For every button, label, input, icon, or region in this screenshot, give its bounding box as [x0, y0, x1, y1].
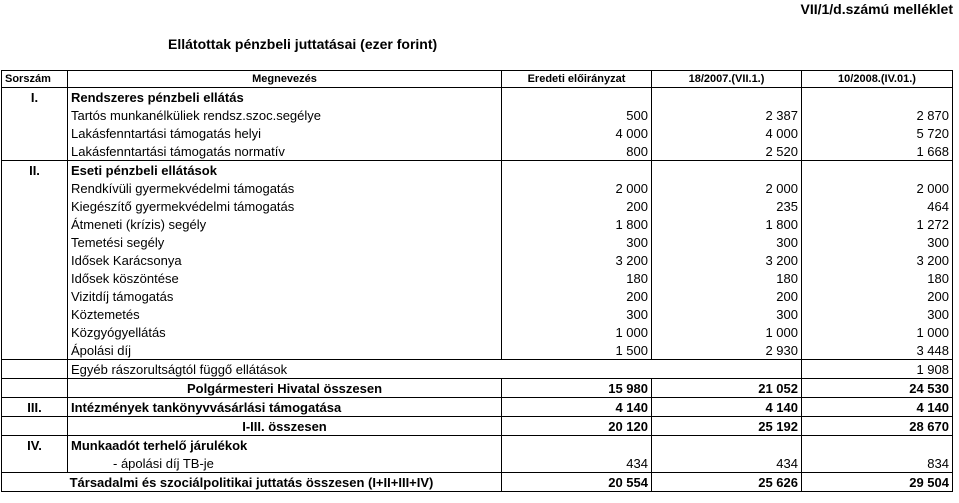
value-mod-2008: [802, 436, 953, 455]
value-original: 1 800: [502, 215, 652, 233]
row-name: [68, 287, 502, 305]
value-mod-2007: [652, 88, 802, 107]
row-name: [68, 251, 502, 269]
value-mod-2007: 2 520: [652, 142, 802, 161]
row-name-text: Idősek Karácsonya: [71, 252, 182, 268]
table-row: [2, 269, 953, 287]
table-row: [2, 179, 953, 197]
table-row: [2, 197, 953, 215]
row-number: [2, 124, 68, 142]
row-name: [68, 269, 502, 287]
value-original: [502, 360, 652, 379]
table-row: [2, 454, 953, 473]
table-row: [2, 161, 953, 180]
value-mod-2008: 200: [802, 287, 953, 305]
table-row: [2, 323, 953, 341]
col-header-mod-2007: 18/2007.(VII.1.): [652, 71, 802, 88]
value-mod-2007: 21 052: [652, 379, 802, 398]
value-original: [502, 88, 652, 107]
value-mod-2007: 4 000: [652, 124, 802, 142]
row-name-text: Közgyógyellátás: [71, 324, 166, 340]
table-row: [2, 215, 953, 233]
row-name-text: Intézmények tankönyvvásárlási támogatása: [71, 399, 342, 415]
row-name-text: Ápolási díj: [71, 342, 131, 358]
value-original: 4 000: [502, 124, 652, 142]
table-row: [2, 88, 953, 107]
row-name: [68, 88, 502, 107]
row-name: [68, 197, 502, 215]
row-name: [68, 215, 502, 233]
row-name-text: Kiegészítő gyermekvédelmi támogatás: [71, 198, 295, 214]
row-number: [2, 251, 68, 269]
value-mod-2008: 29 504: [802, 473, 953, 492]
row-name-text: Vizitdíj támogatás: [71, 288, 174, 304]
value-mod-2008: 300: [802, 233, 953, 251]
table-row: [2, 287, 953, 305]
value-mod-2008: 2 870: [802, 106, 953, 124]
row-name-text: Lakásfenntartási támogatás normatív: [71, 143, 285, 159]
value-mod-2007: 180: [652, 269, 802, 287]
value-mod-2008: 3 200: [802, 251, 953, 269]
table-row: [2, 124, 953, 142]
row-name-text: Rendkívüli gyermekvédelmi támogatás: [71, 180, 295, 196]
table-header-row: [2, 71, 953, 88]
row-name: [2, 473, 502, 492]
table-row: [2, 106, 953, 124]
value-mod-2008: 464: [802, 197, 953, 215]
value-mod-2007: 235: [652, 197, 802, 215]
col-header-mod-2008: 10/2008.(IV.01.): [802, 71, 953, 88]
value-mod-2007: 25 626: [652, 473, 802, 492]
row-name-text: Tartós munkanélküliek rendsz.szoc.segélye: [71, 107, 322, 123]
value-mod-2007: [652, 436, 802, 455]
row-name: [68, 454, 502, 473]
value-mod-2008: [802, 88, 953, 107]
table-row: [2, 473, 953, 492]
row-number: II.: [2, 161, 68, 180]
value-mod-2007: 2 930: [652, 341, 802, 360]
row-number: [2, 233, 68, 251]
row-number: [2, 287, 68, 305]
value-original: 2 000: [502, 179, 652, 197]
row-name: [68, 142, 502, 161]
table-row: [2, 305, 953, 323]
row-name: [68, 398, 502, 417]
value-original: [502, 161, 652, 180]
value-original: 20 554: [502, 473, 652, 492]
value-mod-2008: 4 140: [802, 398, 953, 417]
value-mod-2007: 2 387: [652, 106, 802, 124]
value-mod-2008: 1 000: [802, 323, 953, 341]
value-original: 4 140: [502, 398, 652, 417]
value-original: 1 500: [502, 341, 652, 360]
value-mod-2008: [802, 161, 953, 180]
row-name: [68, 233, 502, 251]
row-number: [2, 179, 68, 197]
row-name-text: - ápolási díj TB-je: [113, 455, 214, 471]
value-mod-2007: 434: [652, 454, 802, 473]
row-name-text: I-III. összesen: [242, 418, 327, 434]
row-name: [68, 161, 502, 180]
value-original: 1 000: [502, 323, 652, 341]
value-original: 200: [502, 287, 652, 305]
table-row: [2, 142, 953, 161]
value-mod-2008: 3 448: [802, 341, 953, 360]
value-mod-2008: 300: [802, 305, 953, 323]
row-name: [68, 124, 502, 142]
row-number: [2, 305, 68, 323]
value-mod-2007: 300: [652, 305, 802, 323]
row-name: [68, 305, 502, 323]
row-number: [2, 197, 68, 215]
value-mod-2008: 28 670: [802, 417, 953, 436]
row-name-text: Társadalmi és szociálpolitikai juttatás összesen (I+II+III+IV): [69, 474, 434, 490]
value-mod-2007: [652, 360, 802, 379]
row-name: [68, 360, 502, 379]
table-row: [2, 341, 953, 360]
table-row: [2, 417, 953, 436]
table-body: [2, 88, 953, 492]
value-mod-2007: 4 140: [652, 398, 802, 417]
value-mod-2007: 2 000: [652, 179, 802, 197]
col-header-sorszam: Sorszám: [2, 71, 68, 88]
row-name-text: Idősek köszöntése: [71, 270, 179, 286]
value-mod-2007: 3 200: [652, 251, 802, 269]
value-mod-2007: 300: [652, 233, 802, 251]
value-original: 15 980: [502, 379, 652, 398]
col-header-megnevezes: Megnevezés: [68, 71, 502, 88]
row-number: [2, 142, 68, 161]
row-name: [68, 417, 502, 436]
value-mod-2008: 24 530: [802, 379, 953, 398]
row-number: [2, 417, 68, 436]
row-number: [2, 106, 68, 124]
row-name-text: Polgármesteri Hivatal összesen: [186, 380, 383, 396]
page-title: Ellátottak pénzbeli juttatásai (ezer forint): [168, 36, 438, 52]
value-original: 180: [502, 269, 652, 287]
row-number: [2, 215, 68, 233]
value-mod-2008: 5 720: [802, 124, 953, 142]
value-mod-2007: 25 192: [652, 417, 802, 436]
value-original: 200: [502, 197, 652, 215]
value-mod-2008: 180: [802, 269, 953, 287]
table-row: [2, 251, 953, 269]
table-row: [2, 360, 953, 379]
row-name: [68, 106, 502, 124]
row-name-text: Rendszeres pénzbeli ellátás: [71, 89, 244, 105]
value-original: 800: [502, 142, 652, 161]
row-number: [2, 341, 68, 360]
row-name-text: Köztemetés: [71, 306, 140, 322]
row-name-text: Átmeneti (krízis) segély: [71, 216, 207, 232]
value-original: 300: [502, 233, 652, 251]
row-number: [2, 323, 68, 341]
value-original: [502, 436, 652, 455]
row-name: [68, 379, 502, 398]
table-row: [2, 436, 953, 455]
row-name-text: Temetési segély: [71, 234, 165, 250]
row-number: [2, 360, 68, 379]
value-mod-2008: 1 272: [802, 215, 953, 233]
table-row: [2, 379, 953, 398]
row-name-text: Lakásfenntartási támogatás helyi: [71, 125, 262, 141]
row-name: [68, 341, 502, 360]
value-original: 300: [502, 305, 652, 323]
value-mod-2007: 200: [652, 287, 802, 305]
row-name-text: Eseti pénzbeli ellátások: [71, 162, 217, 178]
row-name: [68, 179, 502, 197]
col-header-eredeti: Eredeti előirányzat: [502, 71, 652, 88]
value-original: 434: [502, 454, 652, 473]
row-number: IV.: [2, 436, 68, 455]
row-name: [68, 436, 502, 455]
benefits-table: [1, 70, 953, 492]
row-name-text: Munkaadót terhelő járulékok: [71, 437, 248, 453]
table-row: [2, 398, 953, 417]
row-number: [2, 454, 68, 473]
value-mod-2008: 1 908: [802, 360, 953, 379]
value-mod-2008: 2 000: [802, 179, 953, 197]
table-row: [2, 233, 953, 251]
value-mod-2007: [652, 161, 802, 180]
value-mod-2007: 1 800: [652, 215, 802, 233]
value-original: 3 200: [502, 251, 652, 269]
row-name-text: Egyéb rászorultságtól függő ellátások: [71, 361, 288, 377]
row-number: [2, 379, 68, 398]
row-number: [2, 269, 68, 287]
value-original: 500: [502, 106, 652, 124]
value-original: 20 120: [502, 417, 652, 436]
value-mod-2008: 1 668: [802, 142, 953, 161]
row-number: III.: [2, 398, 68, 417]
row-name: [68, 323, 502, 341]
row-number: I.: [2, 88, 68, 107]
value-mod-2008: 834: [802, 454, 953, 473]
appendix-label: VII/1/d.számú melléklet: [800, 1, 953, 17]
value-mod-2007: 1 000: [652, 323, 802, 341]
